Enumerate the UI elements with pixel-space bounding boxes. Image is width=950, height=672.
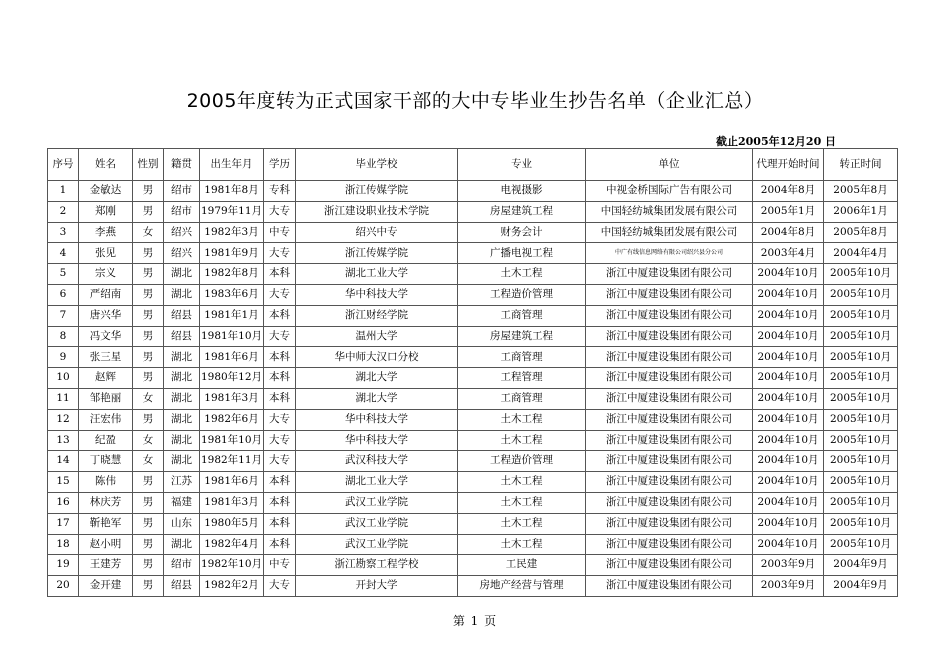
cell-education: 大专	[264, 201, 296, 222]
cell-education: 大专	[264, 284, 296, 305]
cell-name: 汪宏伟	[79, 409, 133, 430]
cell-major: 工商管理	[458, 388, 586, 409]
cell-school: 武汉科技大学	[296, 451, 458, 472]
cell-agency-start: 2004年10月	[753, 347, 824, 368]
cell-employer: 中广有线信息网络有限公司绍兴县分公司	[586, 243, 753, 264]
cell-agency-start: 2004年8月	[753, 181, 824, 202]
table-row	[48, 284, 898, 305]
cell-name: 赵辉	[79, 368, 133, 389]
cell-employer: 浙江中厦建设集团有限公司	[586, 430, 753, 451]
cell-gender: 男	[133, 264, 164, 285]
cell-major: 土木工程	[458, 513, 586, 534]
cell-agency-start: 2004年10月	[753, 430, 824, 451]
cell-confirmation-date: 2005年10月	[824, 388, 898, 409]
cell-education: 大专	[264, 451, 296, 472]
cell-birth-date: 1980年5月	[200, 513, 264, 534]
cell-major: 房屋建筑工程	[458, 201, 586, 222]
cell-school: 开封大学	[296, 576, 458, 597]
cell-birth-date: 1981年8月	[200, 181, 264, 202]
table-row	[48, 305, 898, 326]
cell-confirmation-date: 2005年10月	[824, 347, 898, 368]
cell-index: 9	[48, 347, 79, 368]
cell-index: 12	[48, 409, 79, 430]
cell-hometown: 绍兴	[164, 222, 200, 243]
cell-major: 电视摄影	[458, 181, 586, 202]
cell-agency-start: 2004年10月	[753, 388, 824, 409]
cell-major: 土木工程	[458, 534, 586, 555]
cell-hometown: 湖北	[164, 284, 200, 305]
cell-index: 8	[48, 326, 79, 347]
cell-birth-date: 1981年3月	[200, 492, 264, 513]
cell-agency-start: 2004年10月	[753, 534, 824, 555]
cell-school: 武汉工业学院	[296, 534, 458, 555]
cell-hometown: 绍市	[164, 201, 200, 222]
cell-agency-start: 2004年10月	[753, 284, 824, 305]
cell-school: 武汉工业学院	[296, 513, 458, 534]
header-col-agency-start: 代理开始时间	[753, 149, 824, 181]
cell-employer: 浙江中厦建设集团有限公司	[586, 409, 753, 430]
cell-hometown: 绍兴	[164, 243, 200, 264]
cell-hometown: 湖北	[164, 388, 200, 409]
cell-school: 湖北工业大学	[296, 472, 458, 493]
table-row	[48, 409, 898, 430]
header-col-index: 序号	[48, 149, 79, 181]
cell-employer: 中国轻纺城集团发展有限公司	[586, 222, 753, 243]
header-col-confirmation-date: 转正时间	[824, 149, 898, 181]
cell-confirmation-date: 2005年10月	[824, 305, 898, 326]
header-col-school: 毕业学校	[296, 149, 458, 181]
cell-employer: 浙江中厦建设集团有限公司	[586, 492, 753, 513]
cell-agency-start: 2004年8月	[753, 222, 824, 243]
table-row	[48, 368, 898, 389]
table-row	[48, 347, 898, 368]
cell-education: 本科	[264, 388, 296, 409]
page-number: 第 1 页	[452, 614, 498, 628]
cell-gender: 男	[133, 347, 164, 368]
cell-gender: 女	[133, 451, 164, 472]
cell-agency-start: 2004年10月	[753, 492, 824, 513]
cell-hometown: 福建	[164, 492, 200, 513]
cell-birth-date: 1979年11月	[200, 201, 264, 222]
cell-birth-date: 1981年10月	[200, 430, 264, 451]
header-col-gender: 性别	[133, 149, 164, 181]
cell-gender: 男	[133, 492, 164, 513]
cell-confirmation-date: 2005年10月	[824, 409, 898, 430]
table-row	[48, 513, 898, 534]
cutoff-date: 截止2005年12月20 日	[716, 135, 837, 148]
cell-agency-start: 2005年1月	[753, 201, 824, 222]
cell-major: 房屋建筑工程	[458, 326, 586, 347]
cell-gender: 女	[133, 430, 164, 451]
cell-index: 11	[48, 388, 79, 409]
cell-hometown: 湖北	[164, 347, 200, 368]
cell-index: 14	[48, 451, 79, 472]
cell-name: 郑刚	[79, 201, 133, 222]
cell-agency-start: 2004年10月	[753, 513, 824, 534]
cell-employer: 浙江中厦建设集团有限公司	[586, 472, 753, 493]
cell-education: 中专	[264, 222, 296, 243]
cell-index: 2	[48, 201, 79, 222]
cell-confirmation-date: 2005年10月	[824, 368, 898, 389]
cell-agency-start: 2004年10月	[753, 451, 824, 472]
cell-education: 本科	[264, 305, 296, 326]
cell-major: 财务会计	[458, 222, 586, 243]
cell-major: 工程造价管理	[458, 451, 586, 472]
cell-gender: 男	[133, 201, 164, 222]
cell-name: 王建芳	[79, 555, 133, 576]
cell-confirmation-date: 2005年8月	[824, 181, 898, 202]
cell-index: 19	[48, 555, 79, 576]
cell-birth-date: 1981年1月	[200, 305, 264, 326]
cell-hometown: 绍县	[164, 326, 200, 347]
cell-gender: 男	[133, 326, 164, 347]
cell-birth-date: 1982年4月	[200, 534, 264, 555]
cell-name: 李燕	[79, 222, 133, 243]
cell-confirmation-date: 2005年10月	[824, 430, 898, 451]
table-row	[48, 534, 898, 555]
cell-name: 林庆芳	[79, 492, 133, 513]
cell-birth-date: 1982年3月	[200, 222, 264, 243]
cell-major: 土木工程	[458, 264, 586, 285]
cell-hometown: 绍市	[164, 181, 200, 202]
cell-education: 大专	[264, 243, 296, 264]
cell-name: 张见	[79, 243, 133, 264]
cell-name: 唐兴华	[79, 305, 133, 326]
cell-education: 大专	[264, 326, 296, 347]
cell-name: 赵小明	[79, 534, 133, 555]
cell-agency-start: 2004年10月	[753, 264, 824, 285]
cell-agency-start: 2004年10月	[753, 326, 824, 347]
cell-gender: 女	[133, 222, 164, 243]
cell-confirmation-date: 2005年10月	[824, 492, 898, 513]
cell-school: 湖北工业大学	[296, 264, 458, 285]
cell-gender: 男	[133, 409, 164, 430]
cell-employer: 浙江中厦建设集团有限公司	[586, 264, 753, 285]
cell-school: 湖北大学	[296, 368, 458, 389]
cell-employer: 浙江中厦建设集团有限公司	[586, 576, 753, 597]
cell-birth-date: 1981年3月	[200, 388, 264, 409]
cell-birth-date: 1982年6月	[200, 409, 264, 430]
cell-hometown: 湖北	[164, 430, 200, 451]
cell-education: 本科	[264, 534, 296, 555]
cell-confirmation-date: 2006年1月	[824, 201, 898, 222]
cell-index: 20	[48, 576, 79, 597]
graduate-roster-table	[47, 148, 898, 597]
cell-name: 冯文华	[79, 326, 133, 347]
cell-school: 湖北大学	[296, 388, 458, 409]
cell-index: 13	[48, 430, 79, 451]
document-title: 2005年度转为正式国家干部的大中专毕业生抄告名单（企业汇总）	[186, 90, 764, 112]
cell-employer: 浙江中厦建设集团有限公司	[586, 347, 753, 368]
cell-index: 3	[48, 222, 79, 243]
table-row	[48, 326, 898, 347]
cell-employer: 浙江中厦建设集团有限公司	[586, 388, 753, 409]
cell-agency-start: 2004年10月	[753, 305, 824, 326]
table-row	[48, 388, 898, 409]
cell-education: 本科	[264, 492, 296, 513]
cell-education: 大专	[264, 576, 296, 597]
cell-gender: 男	[133, 555, 164, 576]
cell-employer: 浙江中厦建设集团有限公司	[586, 326, 753, 347]
cell-birth-date: 1980年12月	[200, 368, 264, 389]
cell-hometown: 山东	[164, 513, 200, 534]
cell-birth-date: 1982年11月	[200, 451, 264, 472]
cell-hometown: 江苏	[164, 472, 200, 493]
table-row	[48, 472, 898, 493]
cell-employer: 浙江中厦建设集团有限公司	[586, 305, 753, 326]
cell-major: 土木工程	[458, 430, 586, 451]
cell-gender: 男	[133, 284, 164, 305]
cell-agency-start: 2004年10月	[753, 409, 824, 430]
cell-school: 浙江传媒学院	[296, 181, 458, 202]
cell-agency-start: 2003年4月	[753, 243, 824, 264]
cell-confirmation-date: 2004年4月	[824, 243, 898, 264]
cell-major: 工程管理	[458, 368, 586, 389]
cell-major: 工商管理	[458, 347, 586, 368]
cell-employer: 浙江中厦建设集团有限公司	[586, 451, 753, 472]
cell-birth-date: 1983年6月	[200, 284, 264, 305]
header-col-birth-date: 出生年月	[200, 149, 264, 181]
cell-gender: 男	[133, 368, 164, 389]
cell-index: 1	[48, 181, 79, 202]
cell-index: 15	[48, 472, 79, 493]
cell-confirmation-date: 2004年9月	[824, 555, 898, 576]
cell-confirmation-date: 2005年10月	[824, 534, 898, 555]
cell-hometown: 湖北	[164, 534, 200, 555]
cell-agency-start: 2003年9月	[753, 576, 824, 597]
cell-birth-date: 1981年6月	[200, 347, 264, 368]
cell-birth-date: 1981年6月	[200, 472, 264, 493]
cell-index: 6	[48, 284, 79, 305]
cell-education: 专科	[264, 181, 296, 202]
cell-name: 宗义	[79, 264, 133, 285]
cell-gender: 女	[133, 388, 164, 409]
table-row	[48, 492, 898, 513]
cell-hometown: 湖北	[164, 264, 200, 285]
cell-school: 华中科技大学	[296, 409, 458, 430]
cell-confirmation-date: 2005年10月	[824, 513, 898, 534]
table-header	[48, 149, 898, 181]
cell-confirmation-date: 2005年10月	[824, 264, 898, 285]
cell-index: 4	[48, 243, 79, 264]
cell-major: 房地产经营与管理	[458, 576, 586, 597]
cell-major: 广播电视工程	[458, 243, 586, 264]
cell-birth-date: 1981年9月	[200, 243, 264, 264]
cell-education: 本科	[264, 368, 296, 389]
cell-index: 17	[48, 513, 79, 534]
cell-major: 土木工程	[458, 472, 586, 493]
cell-birth-date: 1982年8月	[200, 264, 264, 285]
cell-confirmation-date: 2005年8月	[824, 222, 898, 243]
table-row	[48, 264, 898, 285]
table-row	[48, 181, 898, 202]
cell-birth-date: 1982年2月	[200, 576, 264, 597]
cell-school: 绍兴中专	[296, 222, 458, 243]
cell-gender: 男	[133, 305, 164, 326]
cell-school: 武汉工业学院	[296, 492, 458, 513]
cell-name: 金敏达	[79, 181, 133, 202]
cell-education: 本科	[264, 513, 296, 534]
cell-index: 5	[48, 264, 79, 285]
table-row	[48, 243, 898, 264]
cell-name: 严绍南	[79, 284, 133, 305]
cell-education: 大专	[264, 430, 296, 451]
cell-employer: 浙江中厦建设集团有限公司	[586, 368, 753, 389]
cell-hometown: 绍市	[164, 555, 200, 576]
cell-gender: 男	[133, 472, 164, 493]
cell-school: 浙江传媒学院	[296, 243, 458, 264]
cell-education: 本科	[264, 347, 296, 368]
cell-hometown: 湖北	[164, 409, 200, 430]
cell-gender: 男	[133, 513, 164, 534]
cell-employer: 浙江中厦建设集团有限公司	[586, 513, 753, 534]
cell-school: 华中科技大学	[296, 284, 458, 305]
table-row	[48, 430, 898, 451]
cell-agency-start: 2004年10月	[753, 472, 824, 493]
cell-education: 大专	[264, 409, 296, 430]
table-row	[48, 555, 898, 576]
cell-confirmation-date: 2004年9月	[824, 576, 898, 597]
cell-confirmation-date: 2005年10月	[824, 472, 898, 493]
table-row	[48, 222, 898, 243]
table-row	[48, 201, 898, 222]
header-row	[48, 149, 898, 181]
cell-major: 工民建	[458, 555, 586, 576]
cell-school: 华中师大汉口分校	[296, 347, 458, 368]
cell-name: 丁晓慧	[79, 451, 133, 472]
cell-employer: 中国轻纺城集团发展有限公司	[586, 201, 753, 222]
cell-employer: 浙江中厦建设集团有限公司	[586, 534, 753, 555]
cell-birth-date: 1982年10月	[200, 555, 264, 576]
cell-major: 工商管理	[458, 305, 586, 326]
cell-hometown: 绍县	[164, 576, 200, 597]
cell-name: 纪盈	[79, 430, 133, 451]
cell-gender: 男	[133, 534, 164, 555]
cell-hometown: 湖北	[164, 368, 200, 389]
cell-confirmation-date: 2005年10月	[824, 451, 898, 472]
cell-agency-start: 2003年9月	[753, 555, 824, 576]
cell-gender: 男	[133, 576, 164, 597]
cell-gender: 男	[133, 181, 164, 202]
cell-major: 土木工程	[458, 492, 586, 513]
header-col-major: 专业	[458, 149, 586, 181]
header-col-hometown: 籍贯	[164, 149, 200, 181]
table-row	[48, 576, 898, 597]
cell-hometown: 绍县	[164, 305, 200, 326]
cell-school: 华中科技大学	[296, 430, 458, 451]
table-body	[48, 181, 898, 597]
header-col-employer: 单位	[586, 149, 753, 181]
cell-index: 16	[48, 492, 79, 513]
header-col-name: 姓名	[79, 149, 133, 181]
cell-employer: 浙江中厦建设集团有限公司	[586, 284, 753, 305]
cell-name: 邹艳丽	[79, 388, 133, 409]
cell-major: 土木工程	[458, 409, 586, 430]
cell-birth-date: 1981年10月	[200, 326, 264, 347]
cell-hometown: 湖北	[164, 451, 200, 472]
cell-school: 浙江勘察工程学校	[296, 555, 458, 576]
cell-confirmation-date: 2005年10月	[824, 284, 898, 305]
cell-name: 靳艳军	[79, 513, 133, 534]
cell-school: 温州大学	[296, 326, 458, 347]
cell-gender: 男	[133, 243, 164, 264]
header-col-education: 学历	[264, 149, 296, 181]
table-row	[48, 451, 898, 472]
cell-education: 本科	[264, 264, 296, 285]
cell-name: 金开建	[79, 576, 133, 597]
cell-index: 10	[48, 368, 79, 389]
cell-agency-start: 2004年10月	[753, 368, 824, 389]
cell-confirmation-date: 2005年10月	[824, 326, 898, 347]
cell-employer: 浙江中厦建设集团有限公司	[586, 555, 753, 576]
cell-index: 18	[48, 534, 79, 555]
cell-education: 中专	[264, 555, 296, 576]
cell-school: 浙江财经学院	[296, 305, 458, 326]
cell-education: 本科	[264, 472, 296, 493]
cell-name: 陈伟	[79, 472, 133, 493]
cell-name: 张三星	[79, 347, 133, 368]
cell-major: 工程造价管理	[458, 284, 586, 305]
cell-index: 7	[48, 305, 79, 326]
cell-school: 浙江建设职业技术学院	[296, 201, 458, 222]
cell-employer: 中视金桥国际广告有限公司	[586, 181, 753, 202]
